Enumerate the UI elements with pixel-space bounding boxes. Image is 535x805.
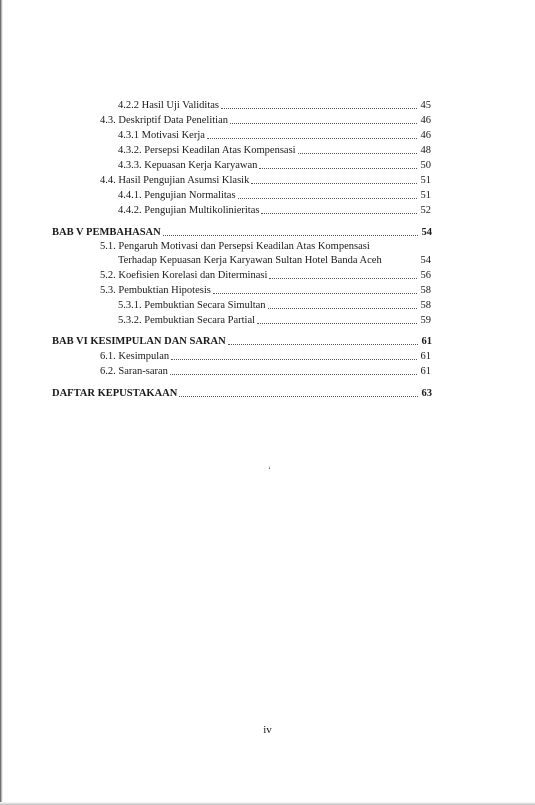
toc-entry-page: 56 xyxy=(420,270,431,281)
toc-entry-label: 5.3.1. Pembuktian Secara Simultan xyxy=(118,300,266,311)
toc-entry-5-3-1 xyxy=(118,299,431,312)
toc-entry-5-1-line2 xyxy=(118,254,431,267)
toc-entry-label: BAB VI KESIMPULAN DAN SARAN xyxy=(52,336,226,347)
toc-entry-page: 63 xyxy=(421,388,432,399)
toc-entry-page: 45 xyxy=(420,100,431,111)
leader-dots xyxy=(238,197,417,199)
toc-entry-page: 61 xyxy=(420,351,431,362)
toc-entry-5-3 xyxy=(100,284,431,297)
toc-entry-4-3-3 xyxy=(118,159,431,172)
toc-entry-label: 6.1. Kesimpulan xyxy=(100,351,170,362)
toc-entry-label: 5.2. Koefisien Korelasi dan Diterminasi xyxy=(100,270,268,281)
toc-entry-page: 46 xyxy=(420,115,431,126)
toc-entry-label: 4.4. Hasil Pengujian Asumsi Klasik xyxy=(100,175,250,186)
leader-dots xyxy=(171,358,417,360)
toc-entry-4-4-1 xyxy=(118,189,431,202)
scan-edge-left xyxy=(0,0,3,805)
toc-entry-label: 4.2.2 Hasil Uji Validitas xyxy=(118,100,220,111)
toc-entry-page: 48 xyxy=(420,145,431,156)
toc-entry-label: 4.3.1 Motivasi Kerja xyxy=(118,130,205,141)
leader-dots xyxy=(257,322,417,324)
leader-dots xyxy=(213,292,417,294)
leader-dots xyxy=(251,182,417,184)
toc-entry-label: 5.1. Pengaruh Motivasi dan Persepsi Keadilan Atas Kompensasi xyxy=(100,241,370,252)
toc-entry-page: 58 xyxy=(420,300,431,311)
toc-entry-label: 4.3.3. Kepuasan Kerja Karyawan xyxy=(118,160,258,171)
toc-entry-page: 46 xyxy=(420,130,431,141)
toc-entry-5-1-line1 xyxy=(100,240,431,253)
toc-entry-4-2-2 xyxy=(118,99,431,112)
leader-dots xyxy=(207,137,417,139)
toc-entry-label: 4.4.1. Pengujian Normalitas xyxy=(118,190,236,201)
toc-entry-label: DAFTAR KEPUSTAKAAN xyxy=(52,388,178,399)
toc-entry-4-4 xyxy=(100,174,431,187)
toc-entry-label: 5.3.2. Pembuktian Secara Partial xyxy=(118,315,256,326)
toc-chapter-daftar-kepustakaan xyxy=(52,387,432,400)
toc-entry-page: 54 xyxy=(421,227,432,238)
leader-dots xyxy=(268,307,417,309)
toc-entry-6-2 xyxy=(100,365,431,378)
toc-chapter-bab-v xyxy=(52,226,432,239)
toc-entry-label: 4.4.2. Pengujian Multikolinieritas xyxy=(118,205,260,216)
toc-entry-page: 58 xyxy=(420,285,431,296)
toc-entry-4-3-1 xyxy=(118,129,431,142)
leader-dots xyxy=(163,234,418,236)
toc-entry-label: Terhadap Kepuasan Kerja Karyawan Sultan Hotel Banda Aceh xyxy=(118,255,382,266)
leader-dots xyxy=(261,212,417,214)
toc-entry-label: 4.3.2. Persepsi Keadilan Atas Kompensasi xyxy=(118,145,296,156)
toc-entry-page: 52 xyxy=(420,205,431,216)
leader-dots xyxy=(259,167,417,169)
toc-entry-page: 61 xyxy=(420,366,431,377)
toc-entry-label: 4.3. Deskriptif Data Penelitian xyxy=(100,115,229,126)
toc-entry-4-3-2 xyxy=(118,144,431,157)
toc-entry-page: 59 xyxy=(420,315,431,326)
toc-entry-4-4-2 xyxy=(118,204,431,217)
page-number: iv xyxy=(263,724,272,736)
toc-entry-label: BAB V PEMBAHASAN xyxy=(52,227,161,238)
leader-dots xyxy=(230,122,417,124)
leader-dots xyxy=(179,395,418,397)
leader-dots xyxy=(298,152,417,154)
leader-dots xyxy=(221,107,417,109)
leader-dots xyxy=(269,277,417,279)
toc-entry-5-2 xyxy=(100,269,431,282)
toc-entry-page: 50 xyxy=(420,160,431,171)
toc-entry-6-1 xyxy=(100,350,431,363)
toc-entry-4-3 xyxy=(100,114,431,127)
toc-entry-page: 61 xyxy=(421,336,432,347)
toc-entry-5-3-2 xyxy=(118,314,431,327)
toc-entry-label: 5.3. Pembuktian Hipotesis xyxy=(100,285,211,296)
stray-scan-mark: ‘ xyxy=(268,465,271,475)
leader-dots xyxy=(228,343,418,345)
toc-chapter-bab-vi xyxy=(52,335,432,348)
toc-entry-page: 54 xyxy=(420,255,431,266)
leader-dots xyxy=(170,373,417,375)
toc-entry-label: 6.2. Saran-saran xyxy=(100,366,168,377)
toc-entry-page: 51 xyxy=(420,175,431,186)
toc-entry-page: 51 xyxy=(420,190,431,201)
